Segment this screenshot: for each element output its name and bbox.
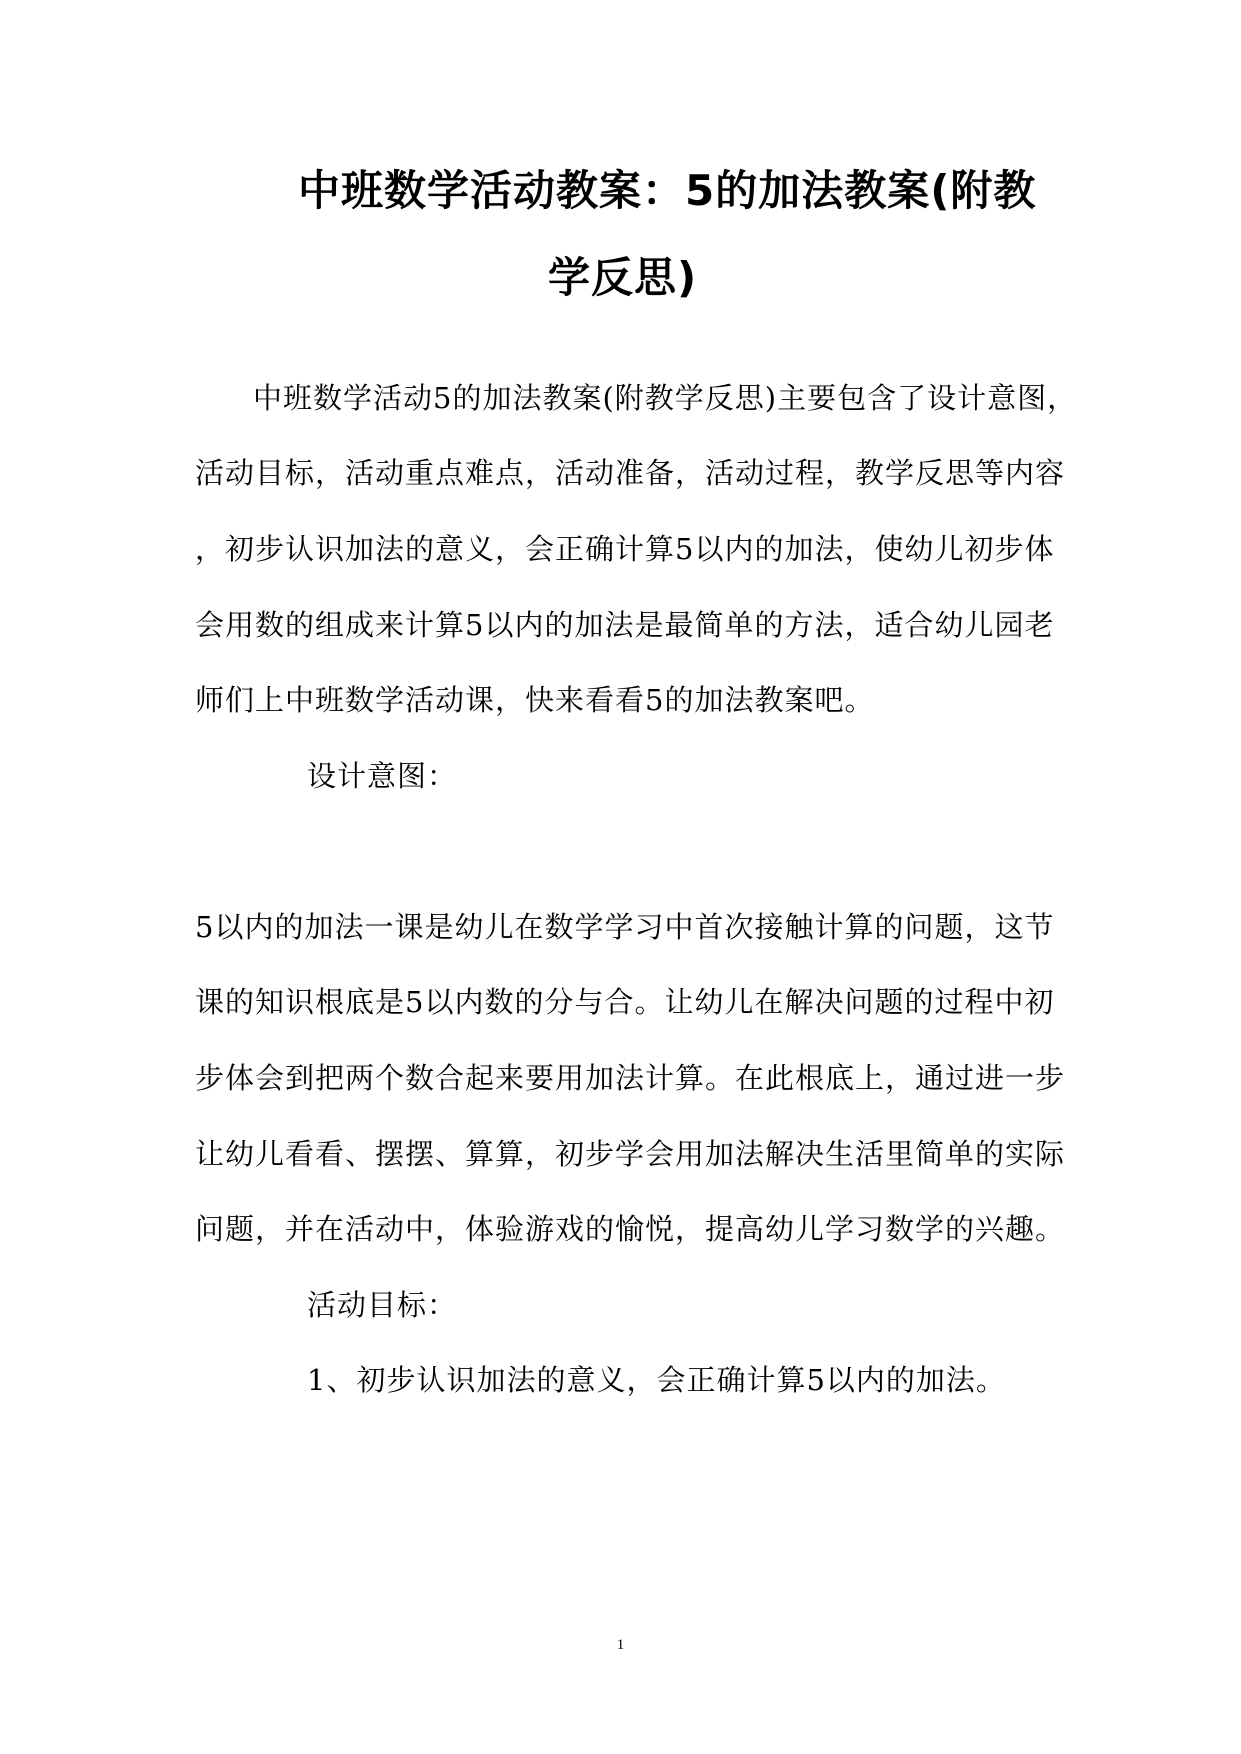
design-paragraph-line: 5以内的加法一课是幼儿在数学学习中首次接触计算的问题，这节 — [195, 910, 1055, 944]
design-paragraph-line: 让幼儿看看、摆摆、算算，初步学会用加法解决生活里简单的实际 — [195, 1137, 1066, 1171]
intro-paragraph-line: 活动目标，活动重点难点，活动准备，活动过程，教学反思等内容 — [195, 456, 1066, 490]
page-number: 1 — [616, 1637, 625, 1653]
document-title-line-1: 中班数学活动教案：5的加法教案(附教 — [298, 166, 1037, 215]
design-paragraph-line: 步体会到把两个数合起来要用加法计算。在此根底上，通过进一步 — [195, 1061, 1066, 1095]
intro-paragraph-line: ，初步认识加法的意义，会正确计算5以内的加法，使幼儿初步体 — [195, 532, 1055, 566]
design-paragraph-line: 课的知识根底是5以内数的分与合。让幼儿在解决问题的过程中初 — [195, 985, 1055, 1019]
intro-paragraph-line: 会用数的组成来计算5以内的加法是最简单的方法，适合幼儿园老 — [195, 608, 1055, 642]
design-paragraph-line: 问题，并在活动中，体验游戏的愉悦，提高幼儿学习数学的兴趣。 — [195, 1212, 1066, 1246]
intro-paragraph-line: 师们上中班数学活动课，快来看看5的加法教案吧。 — [195, 683, 875, 717]
intro-paragraph-line: 中班数学活动5的加法教案(附教学反思)主要包含了设计意图， — [253, 381, 1078, 415]
goal-item: 1、初步认识加法的意义，会正确计算5以内的加法。 — [307, 1363, 1006, 1397]
document-title-line-2: 学反思) — [548, 253, 698, 302]
section-heading-design: 设计意图： — [307, 759, 458, 793]
section-heading-goals: 活动目标： — [307, 1288, 458, 1322]
